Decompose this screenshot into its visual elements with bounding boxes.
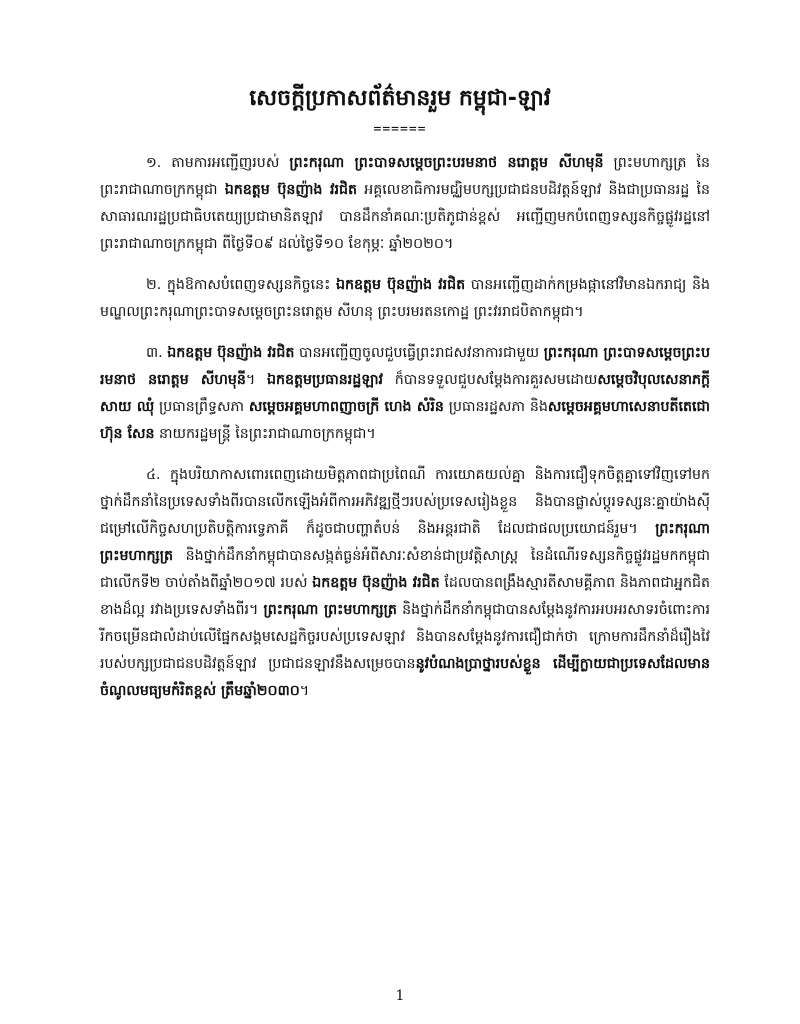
text-run-bold: ព្រះករុណា ព្រះមហាក្សត្រ [263, 602, 397, 618]
text-run-bold: ឯកឧត្តម ប៊ុនញ៉ាង វរជិត [336, 277, 466, 293]
text-run: បានអញ្ជើញចូលជួបធ្វើព្រះរាជសវនាការជាមួយ [294, 345, 544, 361]
text-run: ព្រះមហាក្សត្រ នៃព្រះរាជាណាចក្រកម្ពុជា [100, 155, 710, 198]
text-run: ២. ក្នុងឱកាសបំពេញទស្សនកិច្ចនេះ [146, 277, 337, 293]
text-run-bold: សម្តេចអគ្គមហាសេនាបតីតេជោ ហ៊ុន សែន [100, 399, 710, 442]
paragraph-3 [100, 340, 710, 448]
text-run-bold: ព្រះករុណា ព្រះមហាក្សត្រ [100, 521, 710, 564]
page-title: សេចក្តីប្រកាសព័ត៌មានរួម កម្ពុជា-ឡាវ [249, 86, 551, 111]
text-run: ១. តាមការអញ្ជើញរបស់ [146, 155, 290, 171]
text-run: ៣. [146, 345, 168, 361]
page-number: 1 [395, 988, 405, 1004]
text-run-bold: ព្រះករុណា ព្រះបាទសម្តេចព្រះបរមនាថ នរោត្តម សីហមុនី [100, 345, 710, 388]
text-run: បានអញ្ជើញដាក់កម្រងផ្កានៅវិមានឯករាជ្យ និងមណ្ឌលព្រះករុណាព្រះបាទសម្តេចព្រះនរោត្តម សីហនុ ព្រះបរមរតនកោដ្ឋ ព្រះវររាជបិតាកម្ពុជា។ [100, 277, 710, 320]
text-run: នាយករដ្ឋមន្ត្រី នៃព្រះរាជាណាចក្រកម្ពុជា។ [154, 426, 376, 442]
text-run: ប្រធានព្រឹទ្ធសភា [154, 399, 249, 415]
text-run-bold: សម្តេចវិបុលសេនាភក្តី សាយ ឈុំ [100, 372, 710, 415]
text-run-bold: ឯកឧត្តម ប៊ុនញ៉ាង វរជិត [224, 182, 358, 198]
text-run-bold: សម្តេចអគ្គមហាពញាចក្រី ហេង សំរិន [248, 399, 444, 415]
text-run: ៤. ក្នុងបរិយាកាសពោរពេញដោយមិត្តភាពជាប្រពៃណី ការយោគយល់គ្នា និងការជឿទុកចិត្តគ្នាទៅវិញទៅមក ថ្នាក់ដឹកនាំនៃប្រទេសទាំងពីរបានលើកឡើងអំពីការអភិវឌ្ឍថ្មីៗរបស់ប្រទេសរៀងខ្លួន និងបានផ្លាស់ប្តូរទស្សនៈគ្នាយ៉ាងស៊ីជម្រៅលើកិច្ចសហប្រតិបត្តិការទ្វេភាគី ក៏ដូចជាបញ្ហាតំបន់ និងអន្តរជាតិ ដែលជាផលប្រយោជន៍រួម។ [100, 467, 710, 537]
text-run: ក៏បានទទួលជួបសម្តែងការគួរសមដោយ [383, 372, 598, 388]
text-run: ដែលបានពង្រឹងស្មារតីសាមគ្គីភាព និងភាពជាអ្នកជិតខាងដ៏ល្អ រវាងប្រទេសទាំងពីរ។ [100, 575, 710, 618]
text-run-bold: ឯកឧត្តម ប៊ុនញ៉ាង វរជិត [312, 575, 440, 591]
paragraph-4 [100, 462, 710, 705]
text-run-bold: នូវបំណងប្រាថ្នារបស់ខ្លួន ដើម្បីក្លាយជាប្រទេសដែលមានចំណូលមធ្យមកំរិតខ្ពស់ ត្រឹមឆ្នាំ២០៣០ [100, 656, 710, 699]
text-run: ។ [245, 372, 267, 388]
document-body [100, 150, 710, 719]
paragraph-1 [100, 150, 710, 258]
text-run-bold: ឯកឧត្តម ប៊ុនញ៉ាង វរជិត [167, 345, 295, 361]
text-run: ។ [299, 683, 310, 699]
text-run: និងថ្នាក់ដឹកនាំកម្ពុជាបានសម្តែងនូវការអបអរសាទរចំពោះការរីកចម្រើនជាលំដាប់លើផ្នែកសង្គមសេដ្ឋកិច្ចរបស់ប្រទេសឡាវ និងបានសម្តែងនូវការជឿជាក់ថា ក្រោមការដឹកនាំដ៏រឿងវៃរបស់បក្សប្រជាជនបដិវត្តន៍ឡាវ ប្រជាជនឡាវនឹងសម្រេចបាន [100, 602, 710, 672]
paragraph-2 [100, 272, 710, 326]
text-run: អគ្គលេខាធិការមជ្ឈិមបក្សប្រជាជនបដិវត្តន៍ឡាវ និងជាប្រធានរដ្ឋ នៃសាធារណរដ្ឋប្រជាធិបតេយ្យប្រជាមានិតឡាវ បានដឹកនាំគណៈប្រតិភូជាន់ខ្ពស់ អញ្ជើញមកបំពេញទស្សនកិច្ចផ្លូវរដ្ឋនៅព្រះរាជាណាចក្រកម្ពុជា ពីថ្ងៃទី០៩ ដល់ថ្ងៃទី១០ ខែកុម្ភៈ ឆ្នាំ២០២០។ [100, 182, 710, 252]
text-run: និងថ្នាក់ដឹកនាំកម្ពុជាបានសង្កត់ធ្ងន់អំពីសារៈសំខាន់ជាប្រវត្តិសាស្ត្រ នៃដំណើរទស្សនកិច្ចផ្លូវរដ្ឋមកកម្ពុជា ជាលើកទី២ ចាប់តាំងពីឆ្នាំ២០១៧ របស់ [100, 548, 710, 591]
text-run: ប្រធានរដ្ឋសភា និង [443, 399, 548, 415]
title-separator: ====== [373, 122, 427, 137]
text-run-bold: ឯកឧត្តមប្រធានរដ្ឋឡាវ [266, 372, 384, 388]
text-run-bold: ព្រះករុណា ព្រះបាទសម្តេចព្រះបរមនាថ នរោត្តម សីហមុនី [289, 155, 604, 171]
